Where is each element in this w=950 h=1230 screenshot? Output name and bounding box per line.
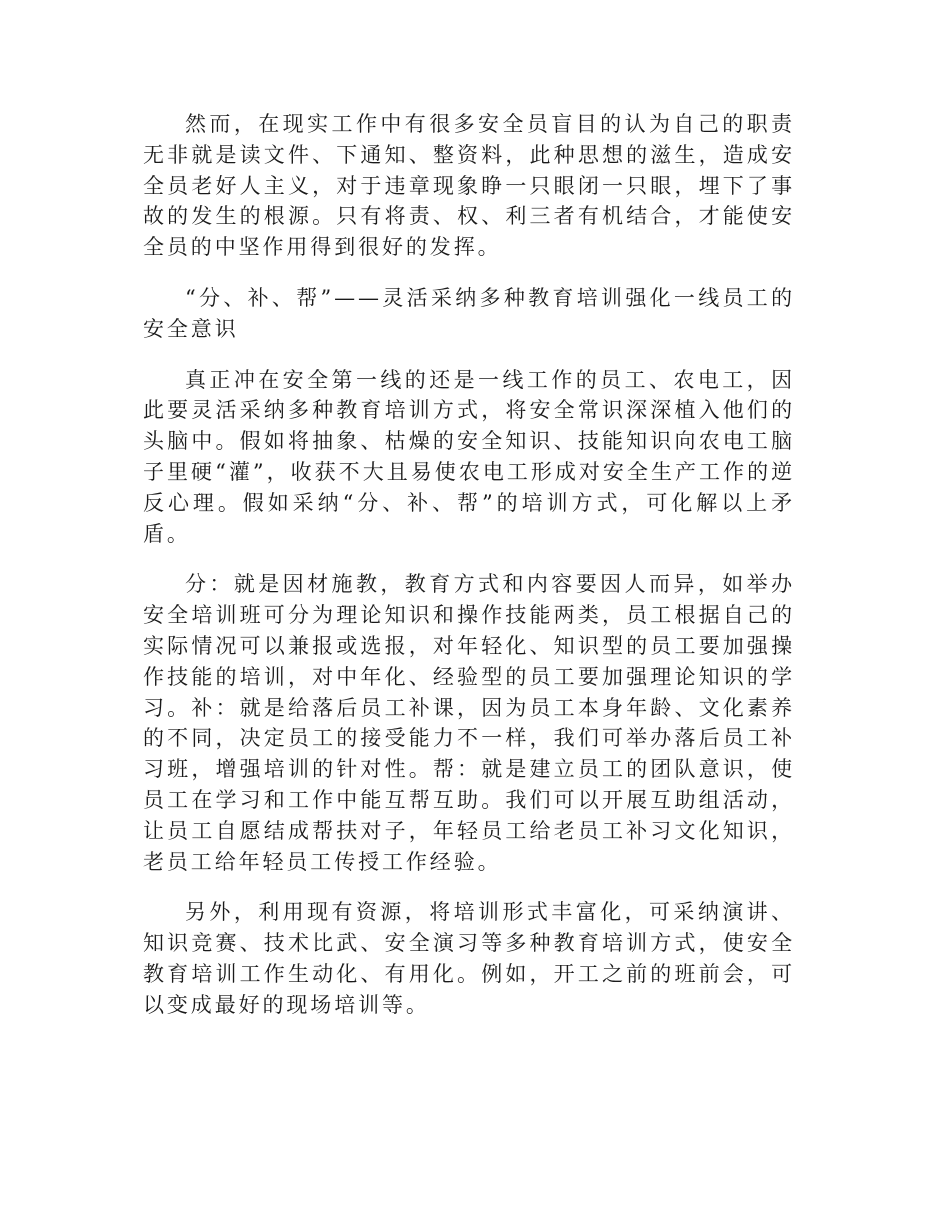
paragraph-training-forms: 另外，利用现有资源，将培训形式丰富化，可采纳演讲、知识竞赛、技术比武、安全演习等多种教育培训方式，使安全教育培训工作生动化、有用化。例如，开工之前的班前会，可以变成最好的现场培训等。 xyxy=(143,900,795,1017)
paragraph-frontline-training: 真正冲在安全第一线的还是一线工作的员工、农电工，因此要灵活采纳多种教育培训方式，将安全常识深深植入他们的头脑中。假如将抽象、枯燥的安全知识、技能知识向农电工脑子里硬“灌”，收获不大且易使农电工形成对安全生产工作的逆反心理。假如采纳“分、补、帮”的培训方式，可化解以上矛盾。 xyxy=(143,367,795,546)
paragraph-safety-officer-duties: 然而，在现实工作中有很多安全员盲目的认为自己的职责无非就是读文件、下通知、整资料，此种思想的滋生，造成安全员老好人主义，对于违章现象睁一只眼闭一只眼，埋下了事故的发生的根源。只有将责、权、利三者有机结合，才能使安全员的中坚作用得到很好的发挥。 xyxy=(143,112,795,260)
document-page xyxy=(143,109,795,1021)
paragraph-fen-bu-bang-method: 分：就是因材施教，教育方式和内容要因人而异，如举办安全培训班可分为理论知识和操作技能两类，员工根据自己的实际情况可以兼报或选报，对年轻化、知识型的员工要加强操作技能的培训，对中年化、经验型的员工要加强理论知识的学习。补：就是给落后员工补课，因为员工本身年龄、文化素养的不同，决定员工的接受能力不一样，我们可举办落后员工补习班，增强培训的针对性。帮：就是建立员工的团队意识，使员工在学习和工作中能互帮互助。我们可以开展互助组活动，让员工自愿结成帮扶对子，年轻员工给老员工补习文化知识，老员工给年轻员工传授工作经验。 xyxy=(143,572,795,874)
section-heading-training: “分、补、帮”——灵活采纳多种教育培训强化一线员工的安全意识 xyxy=(143,285,795,341)
